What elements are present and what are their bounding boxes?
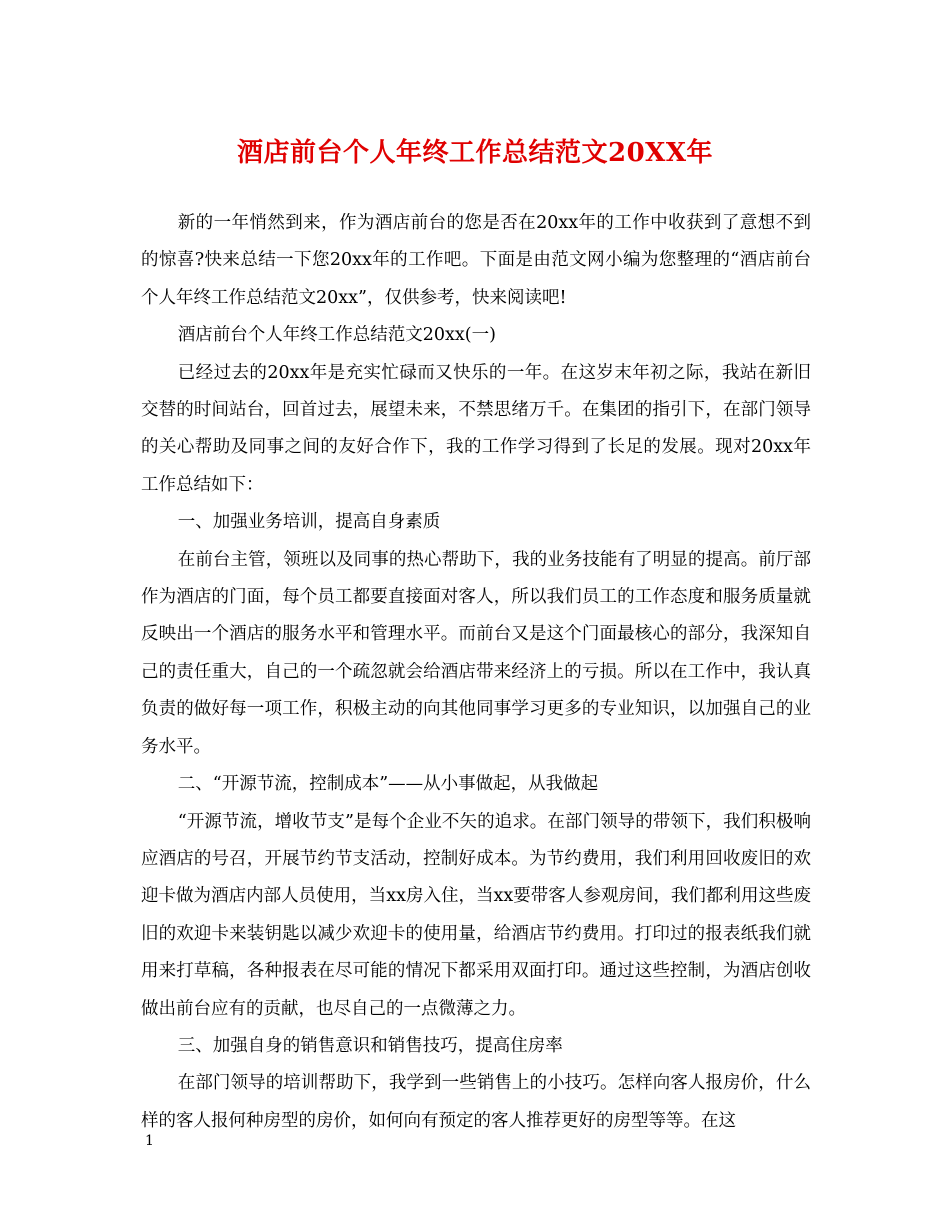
cost-control-paragraph: “开源节流，增收节支”是每个企业不矢的追求。在部门领导的带领下，我们积极响应酒店的号召，开展节约节支活动，控制好成本。为节约费用，我们利用回收废旧的欢迎卡做为酒店内部人员使用，当xx房入住，当xx要带客人参观房间，我们都利用这些废旧的欢迎卡来装钥匙以减少欢迎卡的使用量，给酒店节约费用。打印过的报表纸我们就用来打草稿，各种报表在尽可能的情况下都采用双面打印。通过这些控制，为酒店创收做出前台应有的贡献，也尽自己的一点微薄之力。 bbox=[141, 811, 811, 1019]
heading-cost-control: 二、“开源节流，控制成本”——从小事做起，从我做起 bbox=[177, 774, 599, 795]
sales-skills-paragraph: 在部门领导的培训帮助下，我学到一些销售上的小技巧。怎样向客人报房价，什么样的客人报何种房型的房价，如何向有预定的客人推荐更好的房型等等。在这 bbox=[141, 1073, 811, 1131]
heading-business-training: 一、加强业务培训，提高自身素质 bbox=[177, 512, 441, 533]
section-heading-part-one: 酒店前台个人年终工作总结范文20xx(一) bbox=[177, 325, 496, 346]
page-number: 1 bbox=[145, 1133, 154, 1149]
heading-sales-skills: 三、加强自身的销售意识和销售技巧，提高住房率 bbox=[177, 1035, 563, 1056]
document-title: 酒店前台个人年终工作总结范文20XX年 bbox=[236, 138, 714, 168]
document-body bbox=[141, 205, 811, 1140]
summary-opening-paragraph: 已经过去的20xx年是充实忙碌而又快乐的一年。在这岁末年初之际，我站在新旧交替的时间站台，回首过去，展望未来，不禁思绪万千。在集团的指引下，在部门领导的关心帮助及同事之间的友好合作下，我的工作学习得到了长足的发展。现对20xx年工作总结如下： bbox=[141, 362, 811, 495]
business-training-paragraph: 在前台主管，领班以及同事的热心帮助下，我的业务技能有了明显的提高。前厅部作为酒店的门面，每个员工都要直接面对客人，所以我们员工的工作态度和服务质量就反映出一个酒店的服务水平和管理水平。而前台又是这个门面最核心的部分，我深知自己的责任重大，自己的一个疏忽就会给酒店带来经济上的亏损。所以在工作中，我认真负责的做好每一项工作，积极主动的向其他同事学习更多的专业知识，以加强自己的业务水平。 bbox=[141, 549, 811, 757]
intro-paragraph: 新的一年悄然到来，作为酒店前台的您是否在20xx年的工作中收获到了意想不到的惊喜?快来总结一下您20xx年的工作吧。下面是由范文网小编为您整理的“酒店前台个人年终工作总结范文20xx”，仅供参考，快来阅读吧! bbox=[141, 213, 811, 308]
